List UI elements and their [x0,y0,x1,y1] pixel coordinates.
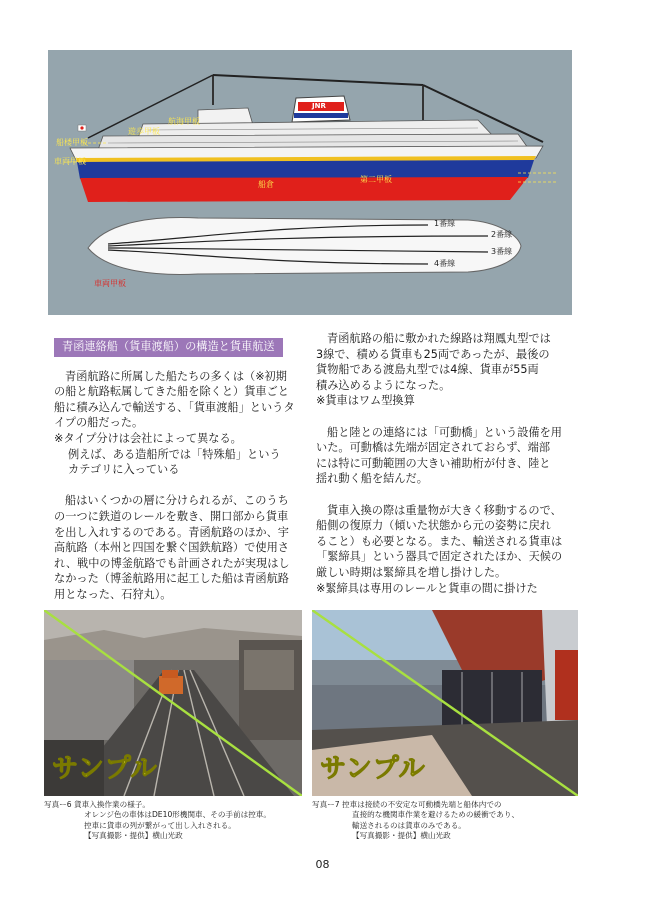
label-track-1: 1番線 [434,219,456,228]
page-number: 08 [315,858,330,871]
label-boat-deck: 船楼甲板 [56,138,88,147]
paragraph: 青函航路に所属した船たちの多くは（※初期 の船と航路転属してきた船を除くと）貨車ごと 船に積み込んで輸送する、「貨車渡船」というタ イプの船だった。 [54,369,295,430]
label-second-deck: 第二甲板 [360,175,392,184]
note: ※貨車はワム型換算 [316,394,415,408]
label-promenade-deck: 遊歩甲板 [128,127,160,136]
label-plan-vehicle-deck: 車両甲板 [94,279,126,288]
photo-7-caption: 写真ー7 控車は接続の不安定な可動橋先端と船体内での 直接的な機関車作業を避けるための緩衝であり、 輸送されるのは貨車のみである。 【写真撮影・提供】横山光政 [312,800,520,841]
sample-watermark: サンプル [320,754,426,784]
label-track-2: 2番線 [491,230,513,239]
funnel-logo: JNR [312,102,326,110]
note: ※タイプ分けは会社によって異なる。 [54,431,242,445]
label-track-4: 4番線 [434,259,456,268]
photo-7 [312,610,578,796]
photo-6 [44,610,302,796]
paragraph: 船と陸との連絡には「可動橋」という設備を用 いた。可動橋は先端が固定されておらず、端部 には特に可動範囲の大きい補助桁が付き、陸と 揺れ動く船を結んだ。 [316,425,562,486]
photo-6-caption: 写真ー6 貨車入換作業の様子。 オレンジ色の車体はDE10形機関車、その手前は控車。 控車に貨車の列が繋がって出し入れされる。 【写真撮影・提供】横山光政 [44,800,271,841]
label-hold: 船倉 [258,180,274,189]
paragraph: 青函航路の船に敷かれた線路は翔鳳丸型では 3線で、積める貨車も25両であったが、最後の 貨物船である渡島丸型では4線、貨車が55両 積み込めるようになった。 [316,332,551,392]
ship-illustration [48,50,572,315]
label-vehicle-deck: 車両甲板 [54,157,86,166]
left-text-column [54,338,324,603]
sample-watermark: サンプル [52,754,158,784]
label-navigation-deck: 航海甲板 [168,117,200,126]
note-detail: 例えば、ある造船所では「特殊船」という カテゴリに入っている [68,447,281,477]
paragraph: 貨車入換の際は重量物が大きく移動するので、 船側の復原力（傾いた状態から元の姿勢に戻れ ること）も必要となる。また、輸送される貨車は 「緊締具」という器具で固定されたほか、天候の 厳しい時期は緊締具を増し掛けした。 [316,503,563,579]
right-text-column [316,331,586,596]
ship-structure-diagram [48,50,572,315]
label-track-3: 3番線 [491,247,513,256]
paragraph: 船はいくつかの層に分けられるが、このうち の一つに鉄道のレールを敷き、開口部から貨車 を出し入れするのである。青函航路のほか、宇 高航路（本州と四国を繋ぐ国鉄航路）で使用さ れ、戦中の博釜航路でも計画されたが実現はし なかった（博釜航路用に起工した船は青函航路 用となった、石狩丸）。 [54,494,290,601]
section-heading: 青函連絡船（貨車渡船）の構造と貨車航送 [54,338,283,357]
note: ※緊締具は専用のレールと貨車の間に掛けた [316,581,538,595]
